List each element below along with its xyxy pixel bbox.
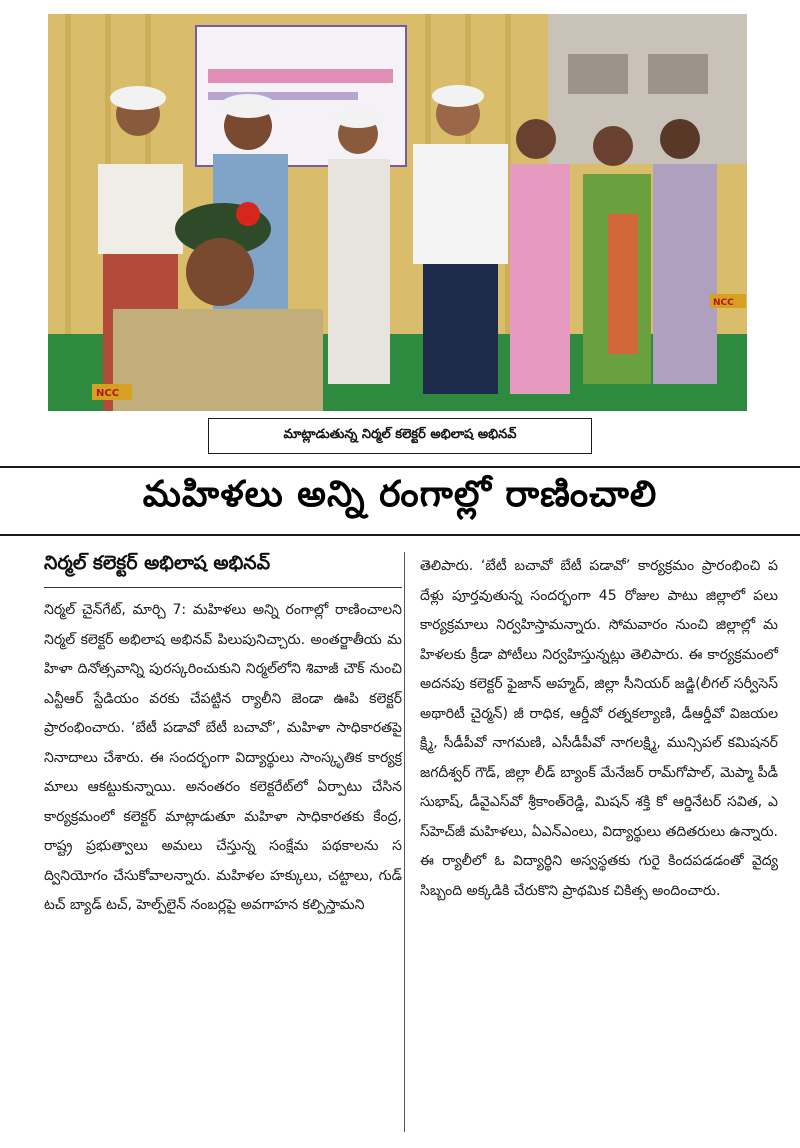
article-paragraph-right: తెలిపారు. ‘బేటీ బచావో బేటీ పడావో’ కార్యక్రమం ప్రారంభించి పదేళ్లు పూర్తవుతున్న సందర్భంగా 45 రోజుల పాటు జిల్లాలో పలు కార్యక్రమాలు నిర్వహిస్తామన్నారు. సోమవారం నుంచి జిల్లాల్లో మహిళలకు క్రీడా పోటీలు నిర్వహిస్తున్నట్లు తెలిపారు. ఈ కార్యక్రమంలో అదనపు కలెక్టర్ ఫైజాన్ అహ్మద్, జిల్లా సీనియర్ జడ్జి(లీగల్ సర్వీసెస్ అథారిటీ చైర్మన్) జీ రాధిక, ఆర్డీవో రత్నకల్యాణి, డీఆర్డీవో విజయలక్ష్మి, సీడీపీవో నాగమణి, ఎసీడీపీవో నాగలక్ష్మి, మున్సిపల్ కమిషనర్ జగదీశ్వర్ గౌడ్, జిల్లా లీడ్ బ్యాంక్ మేనేజర్ రామ్‌గోపాల్, మెప్మా పీడీ సుభాష్, డీవైఎస్‌వో శ్రీకాంత్‌రెడ్డి, మిషన్ శక్తి కో ఆర్డినేటర్ సవిత, ఎస్‌హెచ్‌జీ మహిళలు, ఏఎన్‌ఎంలు, విద్యార్థులు తదితరులు ఉన్నారు. ఈ ర్యాలీలో ఓ విద్యార్థిని అస్వస్థతకు గురై కిందపడడంతో వైద్య సిబ్బంది అక్కడికి చేరుకొని ప్రాథమిక చికిత్స అందించారు. [420, 558, 778, 899]
byline: నిర్మల్ కలెక్టర్ అభిలాష అభినవ్ [44, 552, 402, 588]
ncc-badge-right: NCC [713, 298, 734, 308]
photo-caption-box [208, 418, 592, 454]
headline: మహిళలు అన్ని రంగాల్లో రాణించాలి [142, 474, 658, 515]
article-column-left [44, 552, 402, 921]
ncc-badge-left: NCC [96, 388, 120, 399]
photo-caption: మాట్లాడుతున్న నిర్మల్ కలెక్టర్ అభిలాష అభినవ్ [283, 427, 517, 442]
article-paragraph-left: నిర్మల్ చైన్‌గేట్, మార్చి 7: మహిళలు అన్ని రంగాల్లో రాణించాలని నిర్మల్ కలెక్టర్ అభిలాష అభినవ్ పిలుపునిచ్చారు. అంతర్జాతీయ మహిళా దినోత్సవాన్ని పురస్కరించుకుని నిర్మల్‌లోని శివాజీ చౌక్ నుంచి ఎన్టీఆర్ స్టేడియం వరకు చేపట్టిన ర్యాలీని జెండా ఊపి కలెక్టర్ ప్రారంభించారు. ‘బేటీ పడావో బేటీ బచావో’, మహిళా సాధికారతపై నినాదాలు చేశారు. ఈ సందర్భంగా విద్యార్థులు సాంస్కృతిక కార్యక్రమాలు ఆకట్టుకున్నాయి. అనంతరం కలెక్టరేట్‌లో ఏర్పాటు చేసిన కార్యక్రమంలో కలెక్టర్ మాట్లాడుతూ మహిళా సాధికారతకు కేంద్ర, రాష్ట్ర ప్రభుత్వాలు అమలు చేస్తున్న సంక్షేమ పథకాలను సద్వినియోగం చేసుకోవాలన్నారు. మహిళల హక్కులు, చట్టాలు, గుడ్ టచ్ బ్యాడ్ టచ్, హెల్ప్‌లైన్ నంబర్లపై అవగాహన కల్పిస్తామని [44, 602, 402, 913]
headline-rule-bottom [0, 534, 800, 536]
article-column-right [420, 552, 778, 906]
news-photo [48, 14, 747, 411]
headline-container [0, 468, 800, 530]
column-divider [404, 552, 405, 1132]
